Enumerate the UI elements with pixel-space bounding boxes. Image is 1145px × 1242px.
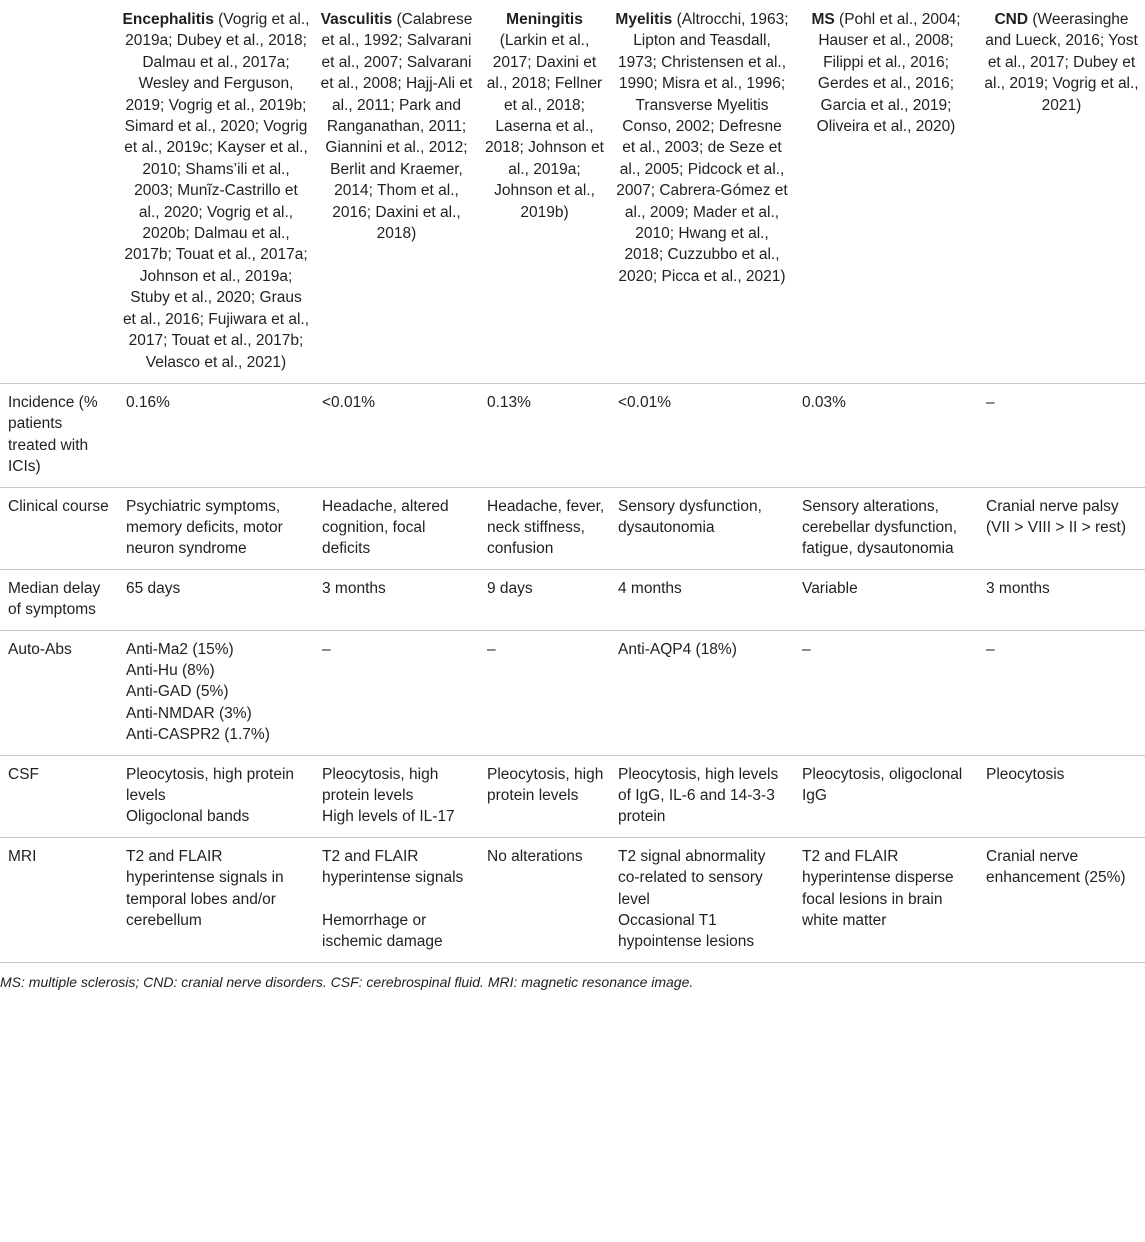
table-cell <box>610 569 794 630</box>
cell-line: Cranial nerve enhancement (25%) <box>986 847 1126 887</box>
header-meningitis: Meningitis (Larkin et al., 2017; Daxini et al., 2018; Fellner et al., 2018; Laserna et al., 2018; Johnson et al., 2019a; Johnson et al., 2019b) <box>485 11 604 221</box>
table-cell <box>118 755 314 837</box>
cell-line: – <box>802 640 811 658</box>
cell-line: <0.01% <box>618 393 672 411</box>
cell-line: – <box>986 393 995 411</box>
row-label: Median delay of symptoms <box>8 579 101 619</box>
table-cell <box>794 383 978 487</box>
table-cell <box>314 569 479 630</box>
table-cell <box>978 755 1145 837</box>
table-cell <box>978 383 1145 487</box>
cell-line <box>322 889 475 910</box>
cell-line: Anti-Hu (8%) <box>126 661 215 679</box>
cell-line: T2 signal abnormality co-related to sensory level <box>618 847 766 908</box>
row-label: Auto-Abs <box>8 640 72 658</box>
table-row <box>0 383 1145 487</box>
table-body <box>0 383 1145 962</box>
cell-line: 4 months <box>618 579 682 597</box>
table-cell <box>479 755 610 837</box>
table-cell <box>978 837 1145 962</box>
table-cell <box>978 569 1145 630</box>
cell-line: Variable <box>802 579 858 597</box>
cell-line: Pleocytosis, oligoclonal IgG <box>802 765 963 804</box>
table-cell <box>978 487 1145 569</box>
cell-line: Anti-GAD (5%) <box>126 683 229 701</box>
header-encephalitis: Encephalitis (Vogrig et al., 2019a; Dubey et al., 2018; Dalmau et al., 2017a; Wesley and Ferguson, 2019; Vogrig et al., 2019b; Simard et al., 2020; Vogrig et al., 2019c; Kayser et al., 2010; Shams’ili et al., 2003; Munĩz-Castrillo et al., 2020; Vogrig et al., 2020b; Dalmau et al., 2017b; Touat et al., 2017a; Johnson et al., 2019a; Stuby et al., 2020; Graus et al., 2016; Fujiwara et al., 2017; Touat et al., 2017b; Velasco et al., 2021) <box>122 11 310 371</box>
cell-line: 0.16% <box>126 393 170 411</box>
cell-line: T2 and FLAIR hyperintense signals <box>322 847 464 887</box>
header-myelitis: Myelitis (Altrocchi, 1963; Lipton and Teasdall, 1973; Christensen et al., 1990; Misra et al., 1996; Transverse Myelitis Conso, 2002; Defresne et al., 2003; de Seze et al., 2005; Pidcock et al., 2007; Cabrera-Gómez et al., 2009; Mader et al., 2010; Hwang et al., 2018; Cuzzubbo et al., 2020; Picca et al., 2021) <box>615 11 789 285</box>
row-label: Incidence (% patients treated with ICIs) <box>8 393 98 476</box>
cell-line: 65 days <box>126 579 181 597</box>
table-cell <box>479 487 610 569</box>
cell-line: – <box>487 640 496 658</box>
cell-line: 9 days <box>487 579 533 597</box>
table-cell <box>118 569 314 630</box>
cell-line: Pleocytosis, high protein levels <box>322 765 439 804</box>
cell-line: Anti-CASPR2 (1.7%) <box>126 726 270 744</box>
table-row <box>0 837 1145 962</box>
table-row <box>0 630 1145 755</box>
cell-line: Anti-Ma2 (15%) <box>126 640 234 658</box>
cell-line: T2 and FLAIR hyperintense signals in temporal lobes and/or cerebellum <box>126 847 284 930</box>
table-cell <box>479 383 610 487</box>
table-row <box>0 569 1145 630</box>
cell-line: 0.03% <box>802 393 846 411</box>
cell-line: Sensory dysfunction, dysautonomia <box>618 497 762 536</box>
cell-line: Psychiatric symptoms, memory deficits, motor neuron syndrome <box>126 497 283 558</box>
table-cell <box>314 630 479 755</box>
cell-line: Pleocytosis, high protein levels <box>126 765 295 804</box>
header-corner <box>0 0 118 383</box>
cell-line: – <box>986 640 995 658</box>
cell-line: Pleocytosis <box>986 765 1065 783</box>
table-cell <box>314 383 479 487</box>
cell-line: No alterations <box>487 847 583 865</box>
cell-line: – <box>322 640 331 658</box>
cell-line: 3 months <box>986 579 1050 597</box>
table-cell <box>610 383 794 487</box>
cell-line: Oligoclonal bands <box>126 808 250 826</box>
header-ms: MS (Pohl et al., 2004; Hauser et al., 2008; Filippi et al., 2016; Gerdes et al., 2016; Garcia et al., 2019; Oliveira et al., 2020) <box>811 11 961 136</box>
table-cell <box>314 487 479 569</box>
cell-line: 0.13% <box>487 393 531 411</box>
header-cnd: CND (Weerasinghe and Lueck, 2016; Yost et al., 2017; Dubey et al., 2019; Vogrig et al., 2021) <box>984 11 1139 114</box>
table-cell <box>118 383 314 487</box>
table-footnote: MS: multiple sclerosis; CND: cranial nerve disorders. CSF: cerebrospinal fluid. MRI: magnetic resonance image. <box>0 973 694 990</box>
cell-line: Cranial nerve palsy (VII > VIII > II > rest) <box>986 497 1126 536</box>
table-cell <box>479 569 610 630</box>
cell-line: Pleocytosis, high levels of IgG, IL-6 and 14-3-3 protein <box>618 765 779 826</box>
table-cell <box>794 630 978 755</box>
cell-line: Occasional T1 hypointense lesions <box>618 912 755 951</box>
table-cell <box>479 837 610 962</box>
table-cell <box>794 755 978 837</box>
table-cell <box>794 487 978 569</box>
table-cell <box>610 487 794 569</box>
table-cell <box>314 755 479 837</box>
cell-line: Hemorrhage or ischemic damage <box>322 912 443 951</box>
cell-line: Headache, fever, neck stiffness, confusion <box>487 497 605 558</box>
row-label: Clinical course <box>8 497 109 515</box>
table-cell <box>794 837 978 962</box>
cell-line: Sensory alterations, cerebellar dysfunction, fatigue, dysautonomia <box>802 497 958 558</box>
cell-line: Anti-NMDAR (3%) <box>126 704 252 722</box>
table-cell <box>118 487 314 569</box>
row-label: CSF <box>8 765 39 783</box>
cell-line: High levels of IL-17 <box>322 808 455 826</box>
cell-line: <0.01% <box>322 393 376 411</box>
header-vasculitis: Vasculitis (Calabrese et al., 1992; Salvarani et al., 2007; Salvarani et al., 2008; Hajj-Ali et al., 2011; Park and Ranganathan, 2011; Giannini et al., 2012; Berlit and Kraemer, 2014; Thom et al., 2016; Daxini et al., 2018) <box>320 11 473 243</box>
table-row <box>0 487 1145 569</box>
table-cell <box>118 630 314 755</box>
table-cell <box>794 569 978 630</box>
table-cell <box>479 630 610 755</box>
table-cell <box>610 837 794 962</box>
cell-line: 3 months <box>322 579 386 597</box>
cell-line: Anti-AQP4 (18%) <box>618 640 737 658</box>
table-header-row <box>0 0 1145 383</box>
table-cell <box>314 837 479 962</box>
cell-line: T2 and FLAIR hyperintense disperse focal lesions in brain white matter <box>802 847 954 930</box>
table-cell <box>118 837 314 962</box>
table-cell <box>610 755 794 837</box>
row-label: MRI <box>8 847 37 865</box>
cell-line: Pleocytosis, high protein levels <box>487 765 604 804</box>
cell-line: Headache, altered cognition, focal deficits <box>322 497 449 558</box>
table-cell <box>610 630 794 755</box>
table-row <box>0 755 1145 837</box>
table-cell <box>978 630 1145 755</box>
